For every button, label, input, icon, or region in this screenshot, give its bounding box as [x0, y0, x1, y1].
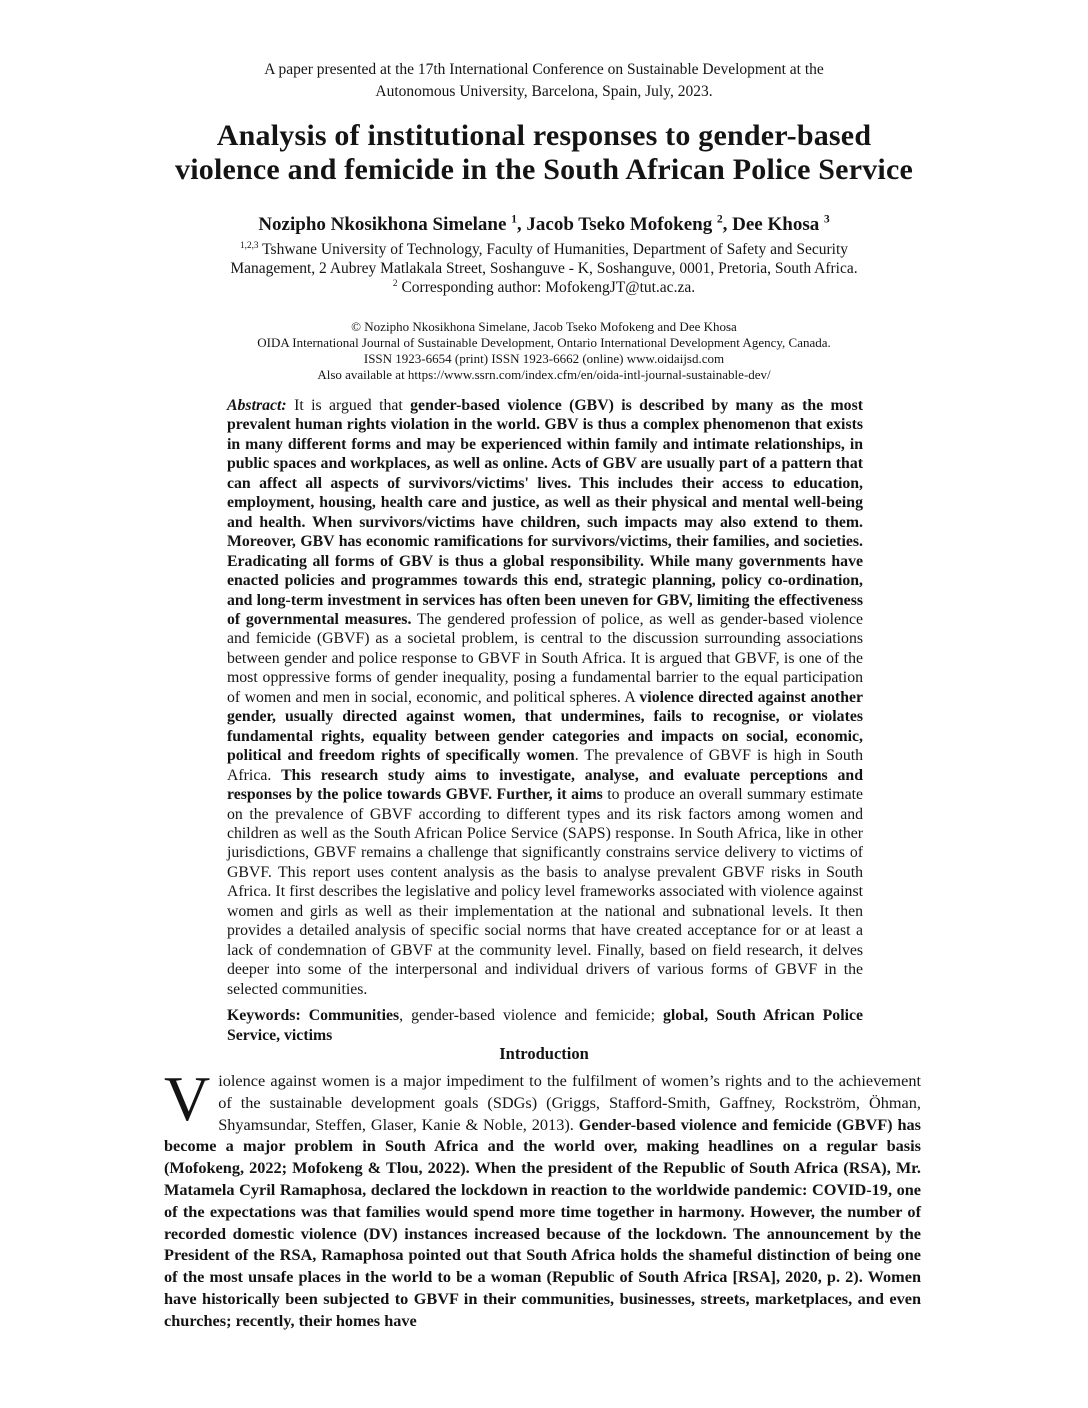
- keywords-line: Keywords: Communities, gender-based violence and femicide; global, South African Police Service, victims: [227, 1007, 863, 1044]
- affiliation-block: [0, 241, 1088, 297]
- introduction-heading: Introduction: [499, 1044, 589, 1063]
- availability-line: Also available at https://www.ssrn.com/index.cfm/en/oida-intl-journal-sustainable-dev/: [317, 367, 771, 382]
- imprint-block: [0, 319, 1088, 383]
- introduction-paragraph: [164, 1063, 921, 1332]
- conference-note-line-2: Autonomous University, Barcelona, Spain, July, 2023.: [375, 83, 713, 100]
- journal-line: OIDA International Journal of Sustainable Development, Ontario International Development Agency, Canada.: [257, 335, 831, 350]
- issn-line: ISSN 1923-6654 (print) ISSN 1923-6662 (online) www.oidaijsd.com: [363, 351, 725, 366]
- affiliation-line-2: Management, 2 Aubrey Matlakala Street, Soshanguve - K, Soshanguve, 0001, Pretoria, South Africa.: [230, 259, 858, 277]
- conference-note: [0, 59, 1088, 103]
- drop-cap: V: [164, 1063, 211, 1134]
- introduction-text: iolence against women is a major impediment to the fulfilment of women’s rights and to the achievement of the sustainable development goals (SDGs) (Griggs, Stafford-Smith, Gaffney, Rockström, Öhman, Shyamsundar, Steffen, Glaser, Kanie & Noble, 2013). Gender-based violence and femicide (GBVF) has become a major problem in South Africa and the world over, making headlines on a regular basis (Mofokeng, 2022; Mofokeng & Tlou, 2022). When the president of the Republic of South Africa (RSA), Mr. Matamela Cyril Ramaphosa, declared the lockdown in reaction to the worldwide pandemic: COVID-19, one of the expectations was that families would spend more time together in harmony. However, the number of recorded domestic violence (DV) instances increased because of the lockdown. The announcement by the President of the RSA, Ramaphosa pointed out that South Africa holds the shameful distinction of being one of the most unsafe places in the world to be a woman (Republic of South Africa [RSA], 2020, p. 2). Women have historically been subjected to GBVF in their communities, businesses, streets, marketplaces, and even churches; recently, their homes have: [164, 1071, 921, 1330]
- affiliation-line-1: $^{1,2,3}$ Tshwane University of Technology, Faculty of Humanities, Department of Safety and Security: [239, 240, 849, 258]
- abstract-paragraph: Abstract: It is argued that gender-based violence (GBV) is described by many as the most prevalent human rights violation in the world. GBV is thus a complex phenomenon that exists in many different forms and may be experienced within family and intimate relationships, in public spaces and workplaces, as well as online. Acts of GBV are usually part of a pattern that can affect all aspects of survivors/victims' lives. This includes their access to education, employment, housing, health care and justice, as well as their physical and mental well-being and health. When survivors/victims have children, such impacts may also extend to them. Moreover, GBV has economic ramifications for survivors/victims, their families, and societies. Eradicating all forms of GBV is thus a global responsibility. While many governments have enacted policies and programmes towards this end, strategic planning, policy co-ordination, and long-term investment in services has often been uneven for GBV, limiting the effectiveness of governmental measures. The gendered profession of police, as well as gender-based violence and femicide (GBVF) as a societal problem, is central to the discussion surrounding associations between gender and police response to GBVF in South Africa. It is argued that GBVF, is one of the most oppressive forms of gender inequality, posing a fundamental barrier to the equal participation of women and men in social, economic, and political spheres. A violence directed against another gender, usually directed against women, that undermines, fails to recognise, or violates fundamental rights, equality between gender categories and impacts on social, economic, political and freedom rights of specifically women. The prevalence of GBVF is high in South Africa. This research study aims to investigate, analyse, and evaluate perceptions and responses by the police towards GBVF. Further, it aims to produce an overall summary estimate on the prevalence of GBVF according to different types and its risk factors among women and children as well as the South African Police Service (SAPS) response. In South Africa, like in other jurisdictions, GBVF remains a challenge that significantly constrains service delivery to victims of GBVF. This report uses content analysis as the basis to analyse prevalent GBVF risks in South Africa. It first describes the legislative and policy level frameworks associated with violence against women and girls as well as their implementation at the national and subnational levels. It then provides a detailed analysis of specific social norms that have created acceptance for or at least a lack of condemnation of GBVF at the community level. Finally, based on field research, it delves deeper into some of the interpersonal and individual drivers of various forms of GBVF in the selected communities.: [227, 397, 864, 998]
- copyright-line: © Nozipho Nkosikhona Simelane, Jacob Tseko Mofokeng and Dee Khosa: [351, 319, 737, 334]
- paper-title: [0, 119, 1088, 187]
- paper-title-line-1: Analysis of institutional responses to gender-based: [216, 119, 872, 152]
- authors-line: Nozipho Nkosikhona Simelane $^1$, Jacob Tseko Mofokeng $^2$, Dee Khosa $^3$: [258, 213, 830, 235]
- corresponding-author-line: $^2$ Corresponding author: MofokengJT@tut.ac.za.: [392, 278, 696, 296]
- conference-note-line-1: A paper presented at the 17th International Conference on Sustainable Development at the: [264, 61, 824, 78]
- paper-title-line-2: violence and femicide in the South African Police Service: [175, 153, 913, 186]
